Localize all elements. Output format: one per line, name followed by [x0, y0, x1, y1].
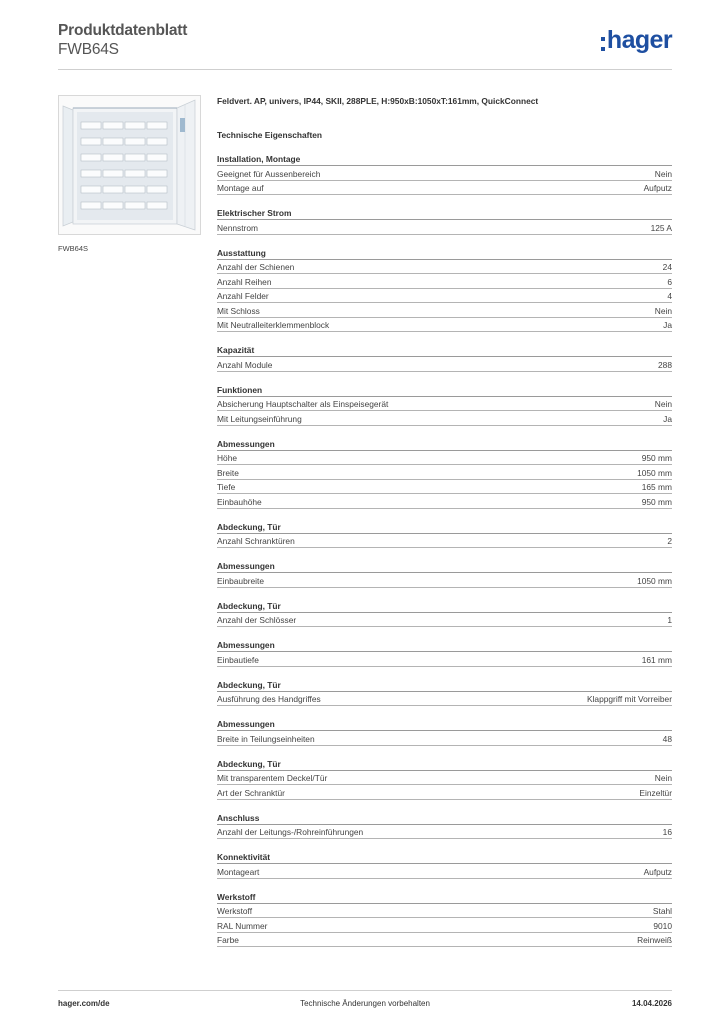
property-label: Geeignet für Aussenbereich: [217, 168, 321, 179]
property-value: 6: [667, 276, 672, 287]
property-label: RAL Nummer: [217, 920, 268, 931]
property-row: [217, 918, 672, 933]
property-value: Aufputz: [643, 183, 672, 193]
property-value: Stahl: [652, 906, 672, 916]
property-value: 1050 mm: [637, 467, 672, 478]
property-row: [217, 613, 672, 628]
property-value: 161 mm: [641, 654, 672, 665]
image-caption: FWB64S: [58, 244, 89, 253]
property-value: 24: [662, 262, 672, 272]
module-rail: [103, 122, 123, 129]
property-group: [217, 438, 672, 509]
property-label: Werkstoff: [217, 906, 253, 916]
property-value: Nein: [654, 399, 672, 409]
module-rail: [125, 154, 145, 161]
property-value: 48: [662, 733, 672, 744]
property-row: [217, 303, 672, 318]
property-label: Art der Schranktür: [217, 787, 285, 798]
section-title: Technische Eigenschaften: [217, 130, 323, 140]
property-label: Anzahl Reihen: [217, 276, 272, 287]
module-rail: [81, 186, 101, 193]
property-value: Nein: [654, 168, 672, 179]
property-label: Einbauhöhe: [217, 496, 262, 507]
property-label: Anzahl der Schlösser: [217, 615, 297, 625]
property-row: [217, 652, 672, 667]
property-row: [217, 411, 672, 426]
module-rail: [81, 202, 101, 209]
property-group: [217, 384, 672, 426]
module-rail: [125, 170, 145, 177]
module-rail: [103, 186, 123, 193]
property-label: Montage auf: [217, 183, 264, 193]
property-label: Nennstrom: [217, 222, 258, 233]
property-row: [217, 451, 672, 466]
group-title: Installation, Montage: [217, 153, 672, 166]
property-row: [217, 357, 672, 372]
module-rail: [147, 154, 167, 161]
property-row: [217, 318, 672, 333]
logo-colon-icon: [601, 37, 605, 51]
property-value: 4: [667, 291, 672, 301]
module-rail: [103, 202, 123, 209]
property-value: 288: [658, 359, 672, 370]
module-rail: [81, 122, 101, 129]
property-label: Absicherung Hauptschalter als Einspeisegerät: [217, 399, 389, 409]
document-title: Produktdatenblatt: [58, 22, 188, 39]
property-label: Farbe: [217, 935, 239, 945]
property-row: [217, 731, 672, 746]
property-row: [217, 785, 672, 800]
property-value: Nein: [654, 305, 672, 316]
footer-website-link[interactable]: hager.com/de: [58, 999, 110, 1008]
property-row: [217, 494, 672, 509]
property-row: [217, 480, 672, 495]
property-group: [217, 344, 672, 372]
group-title: Abdeckung, Tür: [217, 679, 672, 692]
group-title: Werkstoff: [217, 891, 672, 904]
module-rail: [125, 122, 145, 129]
property-group: [217, 639, 672, 667]
module-rail: [125, 202, 145, 209]
product-description: Feldvert. AP, univers, IP44, SKII, 288PLE, H:950xB:1050xT:161mm, QuickConnect: [217, 96, 539, 106]
property-value: Ja: [663, 320, 672, 330]
group-title: Abmessungen: [217, 639, 672, 652]
page-footer: [58, 990, 672, 1010]
property-group: [217, 247, 672, 333]
module-rail: [147, 170, 167, 177]
property-label: Mit Leitungseinführung: [217, 413, 302, 424]
module-rail: [103, 138, 123, 145]
property-label: Einbaubreite: [217, 575, 265, 586]
module-rail: [147, 138, 167, 145]
property-row: [217, 220, 672, 235]
property-row: [217, 181, 672, 196]
property-row: [217, 534, 672, 549]
property-value: 2: [667, 536, 672, 546]
product-code: FWB64S: [58, 41, 119, 58]
property-value: Klappgriff mit Vorreiber: [586, 694, 672, 704]
property-label: Ausführung des Handgriffes: [217, 694, 321, 704]
property-value: 165 mm: [641, 482, 672, 492]
property-label: Anzahl Schranktüren: [217, 536, 295, 546]
page-header: [58, 22, 672, 70]
footer-date: 14.04.2026: [631, 999, 672, 1008]
property-value: Reinweiß: [637, 935, 672, 945]
property-row: [217, 397, 672, 412]
property-value: Ja: [663, 413, 672, 424]
group-title: Abdeckung, Tür: [217, 758, 672, 771]
hager-logo: [601, 28, 672, 53]
group-title: Konnektivität: [217, 851, 672, 864]
group-title: Abmessungen: [217, 560, 672, 573]
property-value: Nein: [654, 773, 672, 783]
property-value: 950 mm: [641, 496, 672, 507]
module-rail: [103, 154, 123, 161]
property-row: [217, 465, 672, 480]
property-group: [217, 153, 672, 195]
module-rail: [81, 138, 101, 145]
module-rail: [147, 186, 167, 193]
logo-text: hager: [606, 26, 672, 54]
product-image: [58, 95, 201, 235]
group-title: Anschluss: [217, 812, 672, 825]
property-row: [217, 692, 672, 707]
property-row: [217, 166, 672, 181]
property-row: [217, 260, 672, 275]
property-value: 950 mm: [641, 453, 672, 463]
property-label: Mit Schloss: [217, 305, 260, 316]
property-group: [217, 560, 672, 588]
property-group: [217, 758, 672, 800]
property-label: Breite in Teilungseinheiten: [217, 733, 315, 744]
property-group: [217, 207, 672, 235]
property-value: 16: [662, 827, 672, 837]
group-title: Elektrischer Strom: [217, 207, 672, 220]
module-rail: [103, 170, 123, 177]
module-rail: [147, 202, 167, 209]
property-row: [217, 274, 672, 289]
property-label: Anzahl Module: [217, 359, 273, 370]
property-label: Höhe: [217, 453, 238, 463]
property-row: [217, 289, 672, 304]
property-label: Mit transparentem Deckel/Tür: [217, 773, 328, 783]
group-title: Abdeckung, Tür: [217, 600, 672, 613]
property-value: 1: [667, 615, 672, 625]
property-label: Anzahl der Schienen: [217, 262, 295, 272]
distribution-board-illustration: [59, 96, 200, 234]
module-rail: [125, 186, 145, 193]
group-title: Abmessungen: [217, 438, 672, 451]
property-value: Aufputz: [643, 866, 672, 877]
property-row: [217, 864, 672, 879]
property-group: [217, 851, 672, 879]
module-rail: [147, 122, 167, 129]
datasheet-content: [217, 96, 672, 947]
property-row: [217, 771, 672, 786]
module-rail: [81, 154, 101, 161]
property-group: [217, 891, 672, 948]
property-group: [217, 679, 672, 707]
property-value: Einzeltür: [639, 787, 672, 798]
property-group: [217, 812, 672, 840]
property-group: [217, 600, 672, 628]
property-label: Anzahl Felder: [217, 291, 269, 301]
property-label: Montageart: [217, 866, 260, 877]
property-groups: [217, 153, 672, 947]
property-label: Mit Neutralleiterklemmenblock: [217, 320, 330, 330]
property-label: Einbautiefe: [217, 654, 259, 665]
property-group: [217, 718, 672, 746]
group-title: Kapazität: [217, 344, 672, 357]
property-label: Breite: [217, 467, 239, 478]
property-row: [217, 933, 672, 948]
property-row: [217, 573, 672, 588]
property-row: [217, 904, 672, 919]
property-value: 1050 mm: [637, 575, 672, 586]
property-label: Anzahl der Leitungs-/Rohreinführungen: [217, 827, 364, 837]
group-title: Ausstattung: [217, 247, 672, 260]
group-title: Funktionen: [217, 384, 672, 397]
module-rail: [81, 170, 101, 177]
property-group: [217, 521, 672, 549]
group-title: Abdeckung, Tür: [217, 521, 672, 534]
property-row: [217, 825, 672, 840]
property-label: Tiefe: [217, 482, 236, 492]
property-value: 125 A: [650, 222, 672, 233]
property-value: 9010: [653, 920, 672, 931]
module-rail: [125, 138, 145, 145]
footer-disclaimer: Technische Änderungen vorbehalten: [300, 999, 430, 1008]
group-title: Abmessungen: [217, 718, 672, 731]
